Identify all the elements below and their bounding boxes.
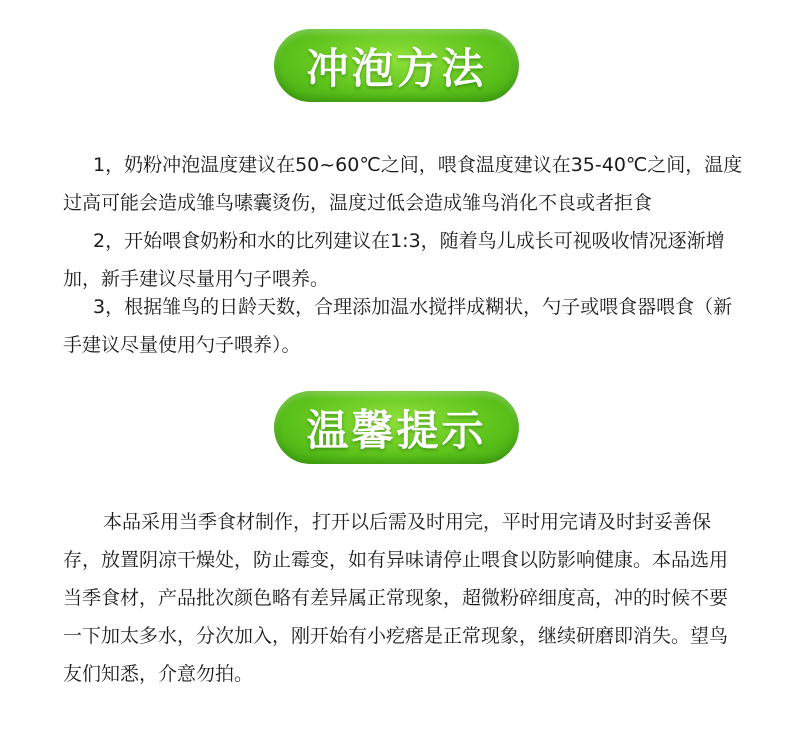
section-title-brewing-method bbox=[274, 29, 519, 102]
instruction-item-1: 1，奶粉冲泡温度建议在50~60℃之间，喂食温度建议在35-40℃之间，温度过高可能会造成雏鸟嗉囊烫伤，温度过低会造成雏鸟消化不良或者拒食 bbox=[63, 154, 743, 214]
section-title-text: 温馨提示 bbox=[306, 405, 487, 455]
warm-tips-paragraph: 本品采用当季食材制作，打开以后需及时用完，平时用完请及时封妥善保存，放置阴凉干燥处，防止霉变，如有异味请停止喂食以防影响健康。本品选用当季食材，产品批次颜色略有差异属正常现象，超微粉碎细度高，冲的时候不要一下加太多水，分次加入，刚开始有小疙瘩是正常现象，继续研磨即消失。望鸟友们知悉，介意勿拍。 bbox=[63, 511, 729, 685]
instruction-item-2: 2，开始喂食奶粉和水的比列建议在1:3，随着鸟儿成长可视吸收情况逐渐增加，新手建议尽量用勺子喂养。 bbox=[63, 230, 725, 290]
section-title-text: 冲泡方法 bbox=[306, 43, 487, 93]
section-title-warm-tips bbox=[274, 391, 519, 464]
instruction-item-3: 3，根据雏鸟的日龄天数，合理添加温水搅拌成糊状，勺子或喂食器喂食（新手建议尽量使用勺子喂养）。 bbox=[63, 296, 733, 356]
